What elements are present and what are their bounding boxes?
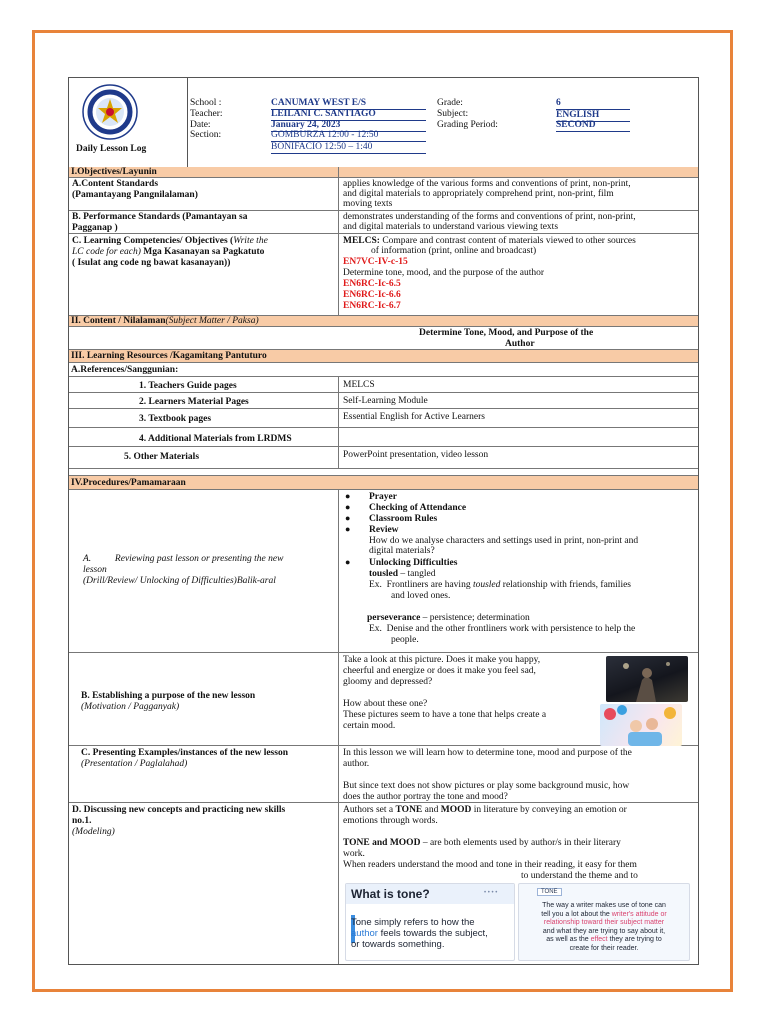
- procedure-a-label-2: lesson: [83, 565, 107, 575]
- melcs-line-2: of information (print, online and broadcast): [371, 246, 537, 256]
- determine-text: Determine tone, mood, and the purpose of the author: [343, 268, 545, 278]
- procedure-c-text-3: But since text does not show pictures or play some background music, how: [343, 781, 630, 791]
- ex1-word: tousled: [472, 580, 501, 590]
- resource-row-4: [69, 428, 698, 447]
- melcs-text-1: Compare and contrast content of materials viewed to other sources: [379, 236, 636, 246]
- item-attendance: Checking of Attendance: [369, 503, 467, 513]
- lc-code-2: EN6RC-Ic-6.5: [343, 279, 401, 289]
- procedure-b-text-5: These pictures seem to have a tone that helps create a: [343, 710, 547, 720]
- resource-5-label: 5. Other Materials: [124, 452, 200, 462]
- tone-card-1-text: [351, 917, 488, 950]
- procedure-c-text-4: does the author portray the tone and mood?: [343, 792, 508, 802]
- teacher-value: LEILANI C. SANTIAGO: [271, 109, 426, 121]
- tone-card-1-dots: • • • •: [484, 890, 498, 896]
- procedure-c-text-1: In this lesson we will learn how to determine tone, mood and purpose of the: [343, 748, 632, 758]
- learning-competencies-row: [69, 234, 698, 316]
- sad-scene-icon: [606, 656, 688, 702]
- references-row: [69, 363, 698, 377]
- card2-t5c: they are trying to: [607, 936, 662, 944]
- references-label: A.References/Sanggunian:: [71, 365, 179, 375]
- tousled-line: [369, 569, 436, 580]
- procedure-d-row: [69, 803, 698, 964]
- item-rules: Classroom Rules: [369, 514, 438, 524]
- doc-title: Daily Lesson Log: [76, 144, 147, 154]
- competencies-label-1a: C. Learning Competencies/ Objectives (: [72, 236, 234, 246]
- procedure-b-text-2: cheerful and energize or does it make you feel sad,: [343, 666, 536, 676]
- melcs-line-1: [343, 236, 636, 247]
- card1-t2a: author: [351, 928, 378, 939]
- date-label: Date:: [190, 120, 211, 130]
- procedure-a-label-cell: [69, 490, 339, 652]
- example-2-line-2: people.: [391, 635, 419, 645]
- d1b: TONE: [395, 805, 423, 815]
- procedure-d-label-1: D. Discussing new concepts and practicing new skills: [72, 805, 286, 815]
- section-label: Section:: [190, 130, 222, 140]
- teacher-label: Teacher:: [190, 109, 223, 119]
- resources-heading-row: [69, 350, 698, 363]
- resource-1-value: MELCS: [343, 380, 375, 390]
- date-value: January 24, 2023: [271, 120, 426, 132]
- performance-standards-label-1: B. Performance Standards (Pamantayan sa: [72, 212, 248, 222]
- performance-standards-row: [69, 211, 698, 234]
- section-value-2: BONIFACIO 12:50 – 1:40: [271, 142, 426, 154]
- resource-2-label: 2. Learners Material Pages: [139, 397, 249, 407]
- content-heading-sub: (Subject Matter / Paksa): [165, 316, 259, 326]
- competencies-label-3: ( Isulat ang code ng bawat kasanayan)): [72, 258, 231, 268]
- procedure-d-sublabel: (Modeling): [72, 827, 115, 837]
- procedure-a-label-1: A. Reviewing past lesson or presenting the new: [83, 554, 284, 564]
- competencies-label-1b: Write the: [233, 236, 268, 246]
- resource-3-value: Essential English for Active Learners: [343, 412, 485, 422]
- procedure-b-text-4: How about these one?: [343, 699, 428, 709]
- procedure-d-text-4: work.: [343, 849, 365, 859]
- performance-standards-label-2: Pagganap ): [72, 223, 118, 233]
- ex1-post: relationship with friends, families: [500, 580, 632, 590]
- resource-row-5: [69, 447, 698, 469]
- competencies-label-2b: Mga Kasanayan sa Pagkatuto: [140, 247, 265, 257]
- competencies-label-2: [72, 247, 264, 258]
- tone-card-2-tag: TONE: [537, 888, 562, 896]
- d1a: Authors set a: [343, 805, 396, 815]
- content-standards-label-2: (Pamantayang Pangnilalaman): [72, 190, 198, 200]
- resources-heading: III. Learning Resources /Kagamitang Pantuturo: [71, 351, 267, 361]
- content-standards-text-3: moving texts: [343, 199, 393, 209]
- content-topic-row: [69, 327, 698, 350]
- bullet-icon: ●: [345, 557, 351, 567]
- happy-scene-icon: [600, 704, 682, 746]
- card1-t1: Tone simply refers to how the: [351, 917, 475, 928]
- lc-code-4: EN6RC-Ic-6.7: [343, 301, 401, 311]
- card2-t5a: as well as the: [546, 936, 591, 944]
- procedure-b-text-1: Take a look at this picture. Does it make you happy,: [343, 655, 541, 665]
- performance-standards-text-1: demonstrates understanding of the forms and conventions of print, non-print,: [343, 212, 636, 222]
- perseverance-def: – persistence; determination: [420, 613, 530, 623]
- grade-label: Grade:: [437, 98, 463, 108]
- procedure-c-label: C. Presenting Examples/instances of the new lesson: [81, 748, 288, 758]
- procedure-a-label-3a: (Drill/Review/ Unlocking of Difficulties): [83, 576, 237, 586]
- procedure-c-text-2: author.: [343, 759, 370, 769]
- item-prayer: Prayer: [369, 492, 397, 502]
- resource-4-label: 4. Additional Materials from LRDMS: [139, 434, 292, 444]
- procedure-d-label-2: no.1.: [72, 816, 92, 826]
- item-unlocking: Unlocking Difficulties: [369, 558, 458, 568]
- period-label: Grading Period:: [437, 120, 498, 130]
- perseverance-line: [367, 613, 530, 624]
- grade-value: 6: [556, 98, 561, 108]
- resource-1-label: 1. Teachers Guide pages: [139, 381, 237, 391]
- content-standards-row: [69, 178, 698, 211]
- card2-t1: The way a writer makes use of tone can: [542, 902, 666, 909]
- ex1-pre: Ex. Frontliners are having: [369, 580, 473, 590]
- d1c: and: [422, 805, 441, 815]
- lc-code-3: EN6RC-Ic-6.6: [343, 290, 401, 300]
- example-1-line-1: [369, 580, 631, 591]
- tone-card-2: [518, 883, 690, 961]
- tone-card-2-text: [521, 902, 687, 954]
- procedure-a-row: [69, 490, 698, 653]
- procedure-b-label: B. Establishing a purpose of the new lesson: [81, 691, 256, 701]
- card2-t5b: effect: [590, 936, 608, 944]
- lc-code-1: EN7VC-IV-c-15: [343, 257, 408, 267]
- card1-t3: or towards something.: [351, 939, 445, 950]
- lesson-log-sheet: [68, 77, 699, 965]
- content-heading-main: II. Content / Nilalaman: [71, 316, 166, 326]
- procedure-d-text-1: [343, 805, 627, 816]
- resource-3-label: 3. Textbook pages: [139, 414, 212, 424]
- resource-5-value: PowerPoint presentation, video lesson: [343, 450, 489, 460]
- sad-mood-picture: [606, 656, 688, 702]
- spacer-row: [69, 469, 698, 476]
- procedures-heading-row: [69, 476, 698, 490]
- card2-t6: create for their reader.: [569, 944, 639, 952]
- card2-t3: relationship toward their subject matter: [543, 919, 665, 927]
- period-value: SECOND: [556, 120, 630, 132]
- example-2-line-1: Ex. Denise and the other frontliners work with persistence to help the: [369, 624, 636, 634]
- bullet-icon: ●: [345, 524, 351, 534]
- topic-line-2: Author: [505, 339, 535, 349]
- melcs-label: MELCS:: [343, 236, 380, 246]
- performance-standards-text-2: and digital materials to understand various viewing texts: [343, 222, 559, 232]
- card2-t4: and what they are trying to say about it,: [542, 927, 666, 935]
- d3b: – are both elements used by author/s in their literary: [420, 838, 621, 848]
- bullet-icon: ●: [345, 513, 351, 523]
- procedure-d-text-6: to understand the theme and to: [521, 871, 638, 881]
- content-standards-label-1: A.Content Standards: [72, 179, 159, 189]
- procedure-a-label-3b: Balik-aral: [236, 576, 276, 586]
- procedure-b-text-3: gloomy and depressed?: [343, 677, 433, 687]
- section-value-1: GOMBURZA 12:00 - 12:50: [271, 130, 426, 142]
- review-text-2: digital materials?: [369, 546, 435, 556]
- competencies-label-1: [72, 236, 268, 247]
- example-1-line-2: and loved ones.: [391, 591, 451, 601]
- content-heading: [71, 316, 259, 327]
- deped-seal-icon: [82, 84, 138, 140]
- procedure-d-text-2: emotions through words.: [343, 816, 438, 826]
- procedure-b-row: [69, 653, 698, 746]
- procedure-b-sublabel: (Motivation / Pagganyak): [81, 702, 180, 712]
- content-standards-text-1: applies knowledge of the various forms and conventions of print, non-print,: [343, 179, 631, 189]
- resource-row-3: [69, 409, 698, 428]
- competencies-label-2a: LC code for each): [72, 247, 141, 257]
- tone-card-1: [345, 883, 515, 961]
- card2-t2b: writer's attitude or: [611, 910, 667, 918]
- resource-row-2: [69, 393, 698, 409]
- card1-t2b: feels towards the subject,: [377, 928, 488, 939]
- happy-mood-picture: [600, 704, 682, 746]
- procedure-b-text-6: certain mood.: [343, 721, 396, 731]
- card2-t2a: tell you a lot about the: [541, 910, 612, 918]
- perseverance-word: perseverance: [367, 613, 421, 623]
- logo-cell: [69, 78, 188, 167]
- objectives-heading: I.Objectives/Layunin: [71, 167, 157, 177]
- review-text-1: How do we analyse characters and settings used in print, non-print and: [369, 536, 639, 546]
- subject-label: Subject:: [437, 109, 469, 119]
- tousled-def: – tangled: [398, 569, 436, 579]
- school-label: School :: [190, 98, 222, 108]
- d1d: MOOD: [440, 805, 472, 815]
- procedure-d-text-5: When readers understand the mood and tone in their reading, it easy for them: [343, 860, 637, 870]
- bullet-icon: ●: [345, 491, 351, 501]
- procedures-heading: IV.Procedures/Pamamaraan: [71, 478, 186, 488]
- content-heading-row: [69, 316, 698, 327]
- d1e: in literature by conveying an emotion or: [471, 805, 627, 815]
- topic-line-1: Determine Tone, Mood, and Purpose of the: [419, 328, 594, 338]
- item-review: Review: [369, 525, 399, 535]
- subject-value: ENGLISH: [556, 109, 630, 122]
- d3a: TONE and MOOD: [343, 838, 421, 848]
- resource-2-value: Self-Learning Module: [343, 396, 428, 406]
- procedure-a-label-3: [83, 576, 276, 587]
- resource-row-1: [69, 377, 698, 393]
- procedure-c-sublabel: (Presentation / Paglalahad): [81, 759, 188, 769]
- content-standards-text-2: and digital materials to appropriately comprehend print, non-print, film: [343, 189, 614, 199]
- resource-5-label-cell: [69, 447, 339, 468]
- procedure-d-text-3: [343, 838, 621, 849]
- school-value: CANUMAY WEST E/S: [271, 98, 426, 110]
- tone-card-1-title: What is tone?: [351, 887, 430, 901]
- tousled-word: tousled: [369, 569, 399, 579]
- procedure-c-row: [69, 746, 698, 803]
- header: [69, 78, 698, 168]
- bullet-icon: ●: [345, 502, 351, 512]
- objectives-heading-row: [69, 167, 698, 178]
